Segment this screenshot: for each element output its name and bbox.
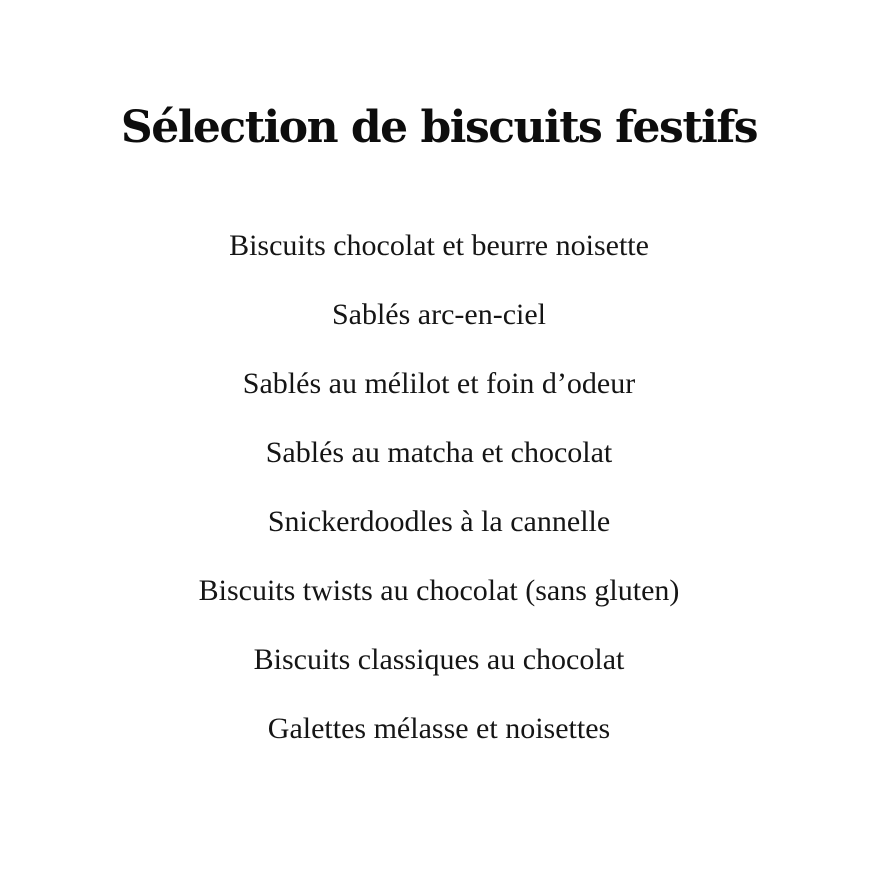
list-item: Galettes mélasse et noisettes xyxy=(267,712,611,745)
list-item: Biscuits classiques au chocolat xyxy=(253,643,625,676)
list-item: Sablés arc-en-ciel xyxy=(331,298,547,331)
list-item: Sablés au mélilot et foin d’odeur xyxy=(242,367,636,400)
list-item: Biscuits twists au chocolat (sans gluten) xyxy=(198,574,680,607)
list-item: Snickerdoodles à la cannelle xyxy=(267,505,611,538)
list-item: Biscuits chocolat et beurre noisette xyxy=(229,229,649,262)
page-title: Sélection de biscuits festifs xyxy=(120,102,758,153)
list-item: Sablés au matcha et chocolat xyxy=(265,436,613,469)
cookie-list xyxy=(0,223,878,775)
